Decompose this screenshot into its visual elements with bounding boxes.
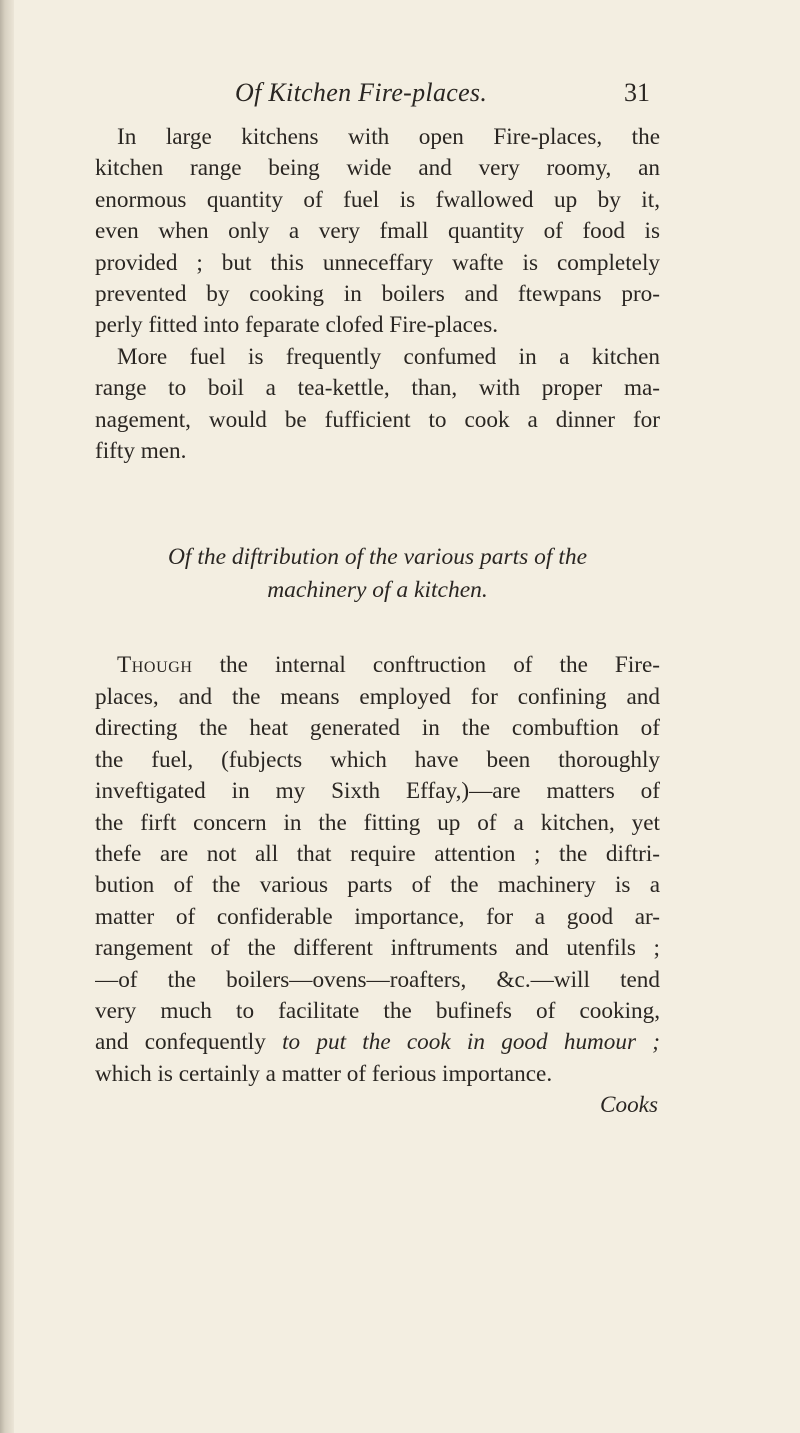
paragraph-line: perly fitted into feparate clofed Fire-places.	[95, 312, 499, 339]
paragraph-line-text: and confequently	[95, 1029, 266, 1056]
paragraph-line: fifty men.	[95, 438, 187, 465]
italic-phrase: to put the cook in good humour ;	[282, 1029, 660, 1056]
paragraph-2	[95, 342, 660, 468]
paragraph-line: range to boil a tea-kettle, than, with proper ma-	[95, 375, 660, 402]
paragraph-line: bution of the various parts of the machinery is a	[95, 872, 660, 899]
catchword: Cooks	[600, 1092, 658, 1119]
paragraph-line: inveftigated in my Sixth Effay,)—are matters of	[95, 778, 660, 805]
running-head	[95, 78, 660, 118]
paragraph-line: thefe are not all that require attention ; the diftri-	[95, 840, 660, 867]
paragraph-line: More fuel is frequently confumed in a kitchen	[117, 343, 660, 370]
paragraph-line: prevented by cooking in boilers and ftewpans pro-	[95, 281, 660, 308]
book-page	[95, 78, 660, 1121]
paragraph-line: matter of confiderable importance, for a good ar-	[95, 903, 660, 930]
paragraph-line: kitchen range being wide and very roomy, an	[95, 155, 660, 182]
paragraph-line: the fuel, (fubjects which have been thoroughly	[95, 746, 660, 773]
paragraph-line	[95, 1027, 660, 1058]
paragraph-line: places, and the means employed for confining and	[95, 683, 660, 710]
section-heading-line: Of the diftribution of the various parts of the	[167, 544, 588, 571]
paragraph-line: —of the boilers—ovens—roafters, &c.—will tend	[95, 966, 660, 993]
paragraph-opening-word: Though	[117, 652, 193, 679]
binding-edge	[0, 0, 14, 1433]
paragraph-line-text: the internal conftruction of the Fire-	[219, 652, 660, 679]
section-heading-line: machinery of a kitchen.	[267, 577, 488, 604]
paragraph-line: enormous quantity of fuel is fwallowed up by it,	[95, 186, 660, 213]
paragraph-line: In large kitchens with open Fire-places, the	[117, 124, 660, 150]
paragraph-line: directing the heat generated in the combuftion of	[95, 715, 660, 742]
paragraph-line: rangement of the different inftruments and utenfils ;	[95, 935, 660, 962]
section-heading	[95, 541, 660, 607]
paragraph-line	[95, 650, 660, 681]
paragraph-line: even when only a very fmall quantity of food is	[95, 218, 660, 245]
paragraph-line: very much to facilitate the bufinefs of cooking,	[95, 997, 660, 1024]
paragraph-line: which is certainly a matter of ferious importance.	[95, 1060, 553, 1087]
paragraph-1	[95, 122, 660, 342]
page-number: 31	[624, 78, 650, 107]
running-head-title: Of Kitchen Fire-places.	[235, 78, 488, 107]
paragraph-3	[95, 650, 660, 1090]
paragraph-line: the firft concern in the fitting up of a kitchen, yet	[95, 809, 660, 836]
paragraph-line: provided ; but this unneceffary wafte is completely	[95, 249, 660, 276]
paragraph-line: nagement, would be fufficient to cook a dinner for	[95, 406, 660, 433]
